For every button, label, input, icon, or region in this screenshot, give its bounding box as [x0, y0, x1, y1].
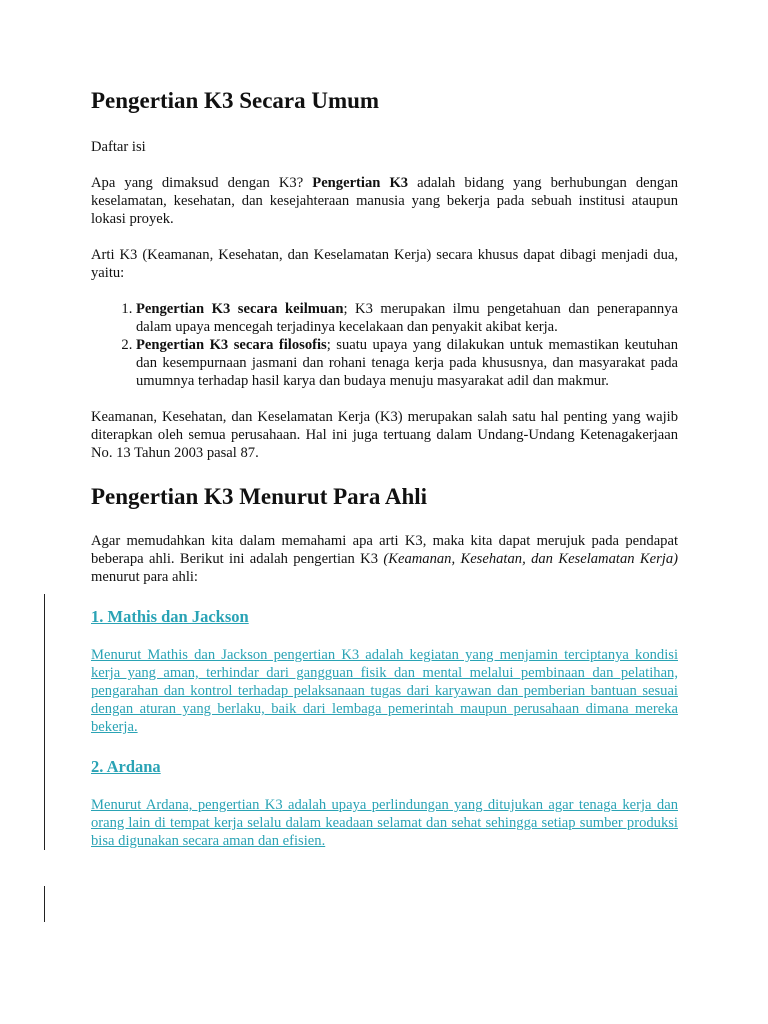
margin-bar-1: [44, 594, 45, 850]
document-page: [91, 86, 678, 850]
list-item-bold: Pengertian K3 secara keilmuan: [136, 301, 344, 317]
experts-intro-a: Agar memudahkan kita dalam memahami apa arti K3, maka kita dapat merujuk pada pendapat beberapa ahli. Berikut ini adalah pengertian K3: [91, 533, 678, 567]
expert-heading-ardana[interactable]: 2. Ardana: [91, 757, 161, 776]
list-item: [136, 300, 678, 336]
intro-paragraph: [91, 174, 678, 228]
definition-list: [91, 300, 678, 390]
arti-paragraph: Arti K3 (Keamanan, Kesehatan, dan Keselamatan Kerja) secara khusus dapat dibagi menjadi dua, yaitu:: [91, 247, 678, 281]
list-item-text: ; K3 merupakan ilmu pengetahuan dan penerapannya dalam upaya mencegah terjadinya kecelakaan dan penyakit akibat kerja.: [136, 301, 679, 335]
closing-paragraph: Keamanan, Kesehatan, dan Keselamatan Kerja (K3) merupakan salah satu hal penting yang wajib diterapkan oleh semua perusahaan. Hal ini juga tertuang dalam Undang-Undang Ketenagakerjaan No. 13 Tahun 2003 pasal 87.: [91, 409, 678, 461]
expert-text-mathis[interactable]: Menurut Mathis dan Jackson pengertian K3 adalah kegiatan yang menjamin terciptanya kondisi kerja yang aman, terhindar dari gangguan fisik dan mental melalui pembinaan dan pelatihan, pengarahan dan kontrol terhadap pelaksanaan tugas dari karyawan dan pemberian bantuan sesuai dengan aturan yang berlaku, baik dari lembaga pemerintah maupun perusahaan dimana mereka bekerja.: [91, 647, 678, 735]
list-item: [136, 336, 678, 390]
expert-heading-mathis[interactable]: 1. Mathis dan Jackson: [91, 607, 249, 626]
intro-bold: Pengertian K3: [312, 175, 409, 191]
experts-intro-italic: (Keamanan, Kesehatan, dan Keselamatan Kerja): [383, 551, 678, 567]
intro-text-b: adalah bidang yang berhubungan dengan keselamatan, kesehatan, dan kesejahteraan manusia yang bekerja pada sebuah institusi ataupun lokasi proyek.: [91, 175, 678, 227]
margin-bar-2: [44, 886, 45, 922]
intro-text-a: Apa yang dimaksud dengan K3?: [91, 175, 313, 191]
experts-intro: [91, 532, 678, 586]
section2-title: Pengertian K3 Menurut Para Ahli: [91, 484, 428, 509]
list-item-text: ; suatu upaya yang dilakukan untuk memastikan keutuhan dan kesempurnaan jasmani dan rohani tenaga kerja pada khususnya, dan masyarakat pada umumnya terhadap hasil karya dan budaya menuju masyarakat adil dan makmur.: [136, 337, 678, 389]
list-item-bold: Pengertian K3 secara filosofis: [136, 337, 327, 353]
expert-text-ardana[interactable]: Menurut Ardana, pengertian K3 adalah upaya perlindungan yang ditujukan agar tenaga kerja dan orang lain di tempat kerja selalu dalam keadaan selamat dan sehat sehingga setiap sumber produksi bisa digunakan secara aman dan efisien.: [91, 797, 678, 849]
experts-intro-b: menurut para ahli:: [91, 569, 198, 585]
toc-label[interactable]: Daftar isi: [91, 139, 146, 155]
section1-title: Pengertian K3 Secara Umum: [91, 88, 380, 113]
